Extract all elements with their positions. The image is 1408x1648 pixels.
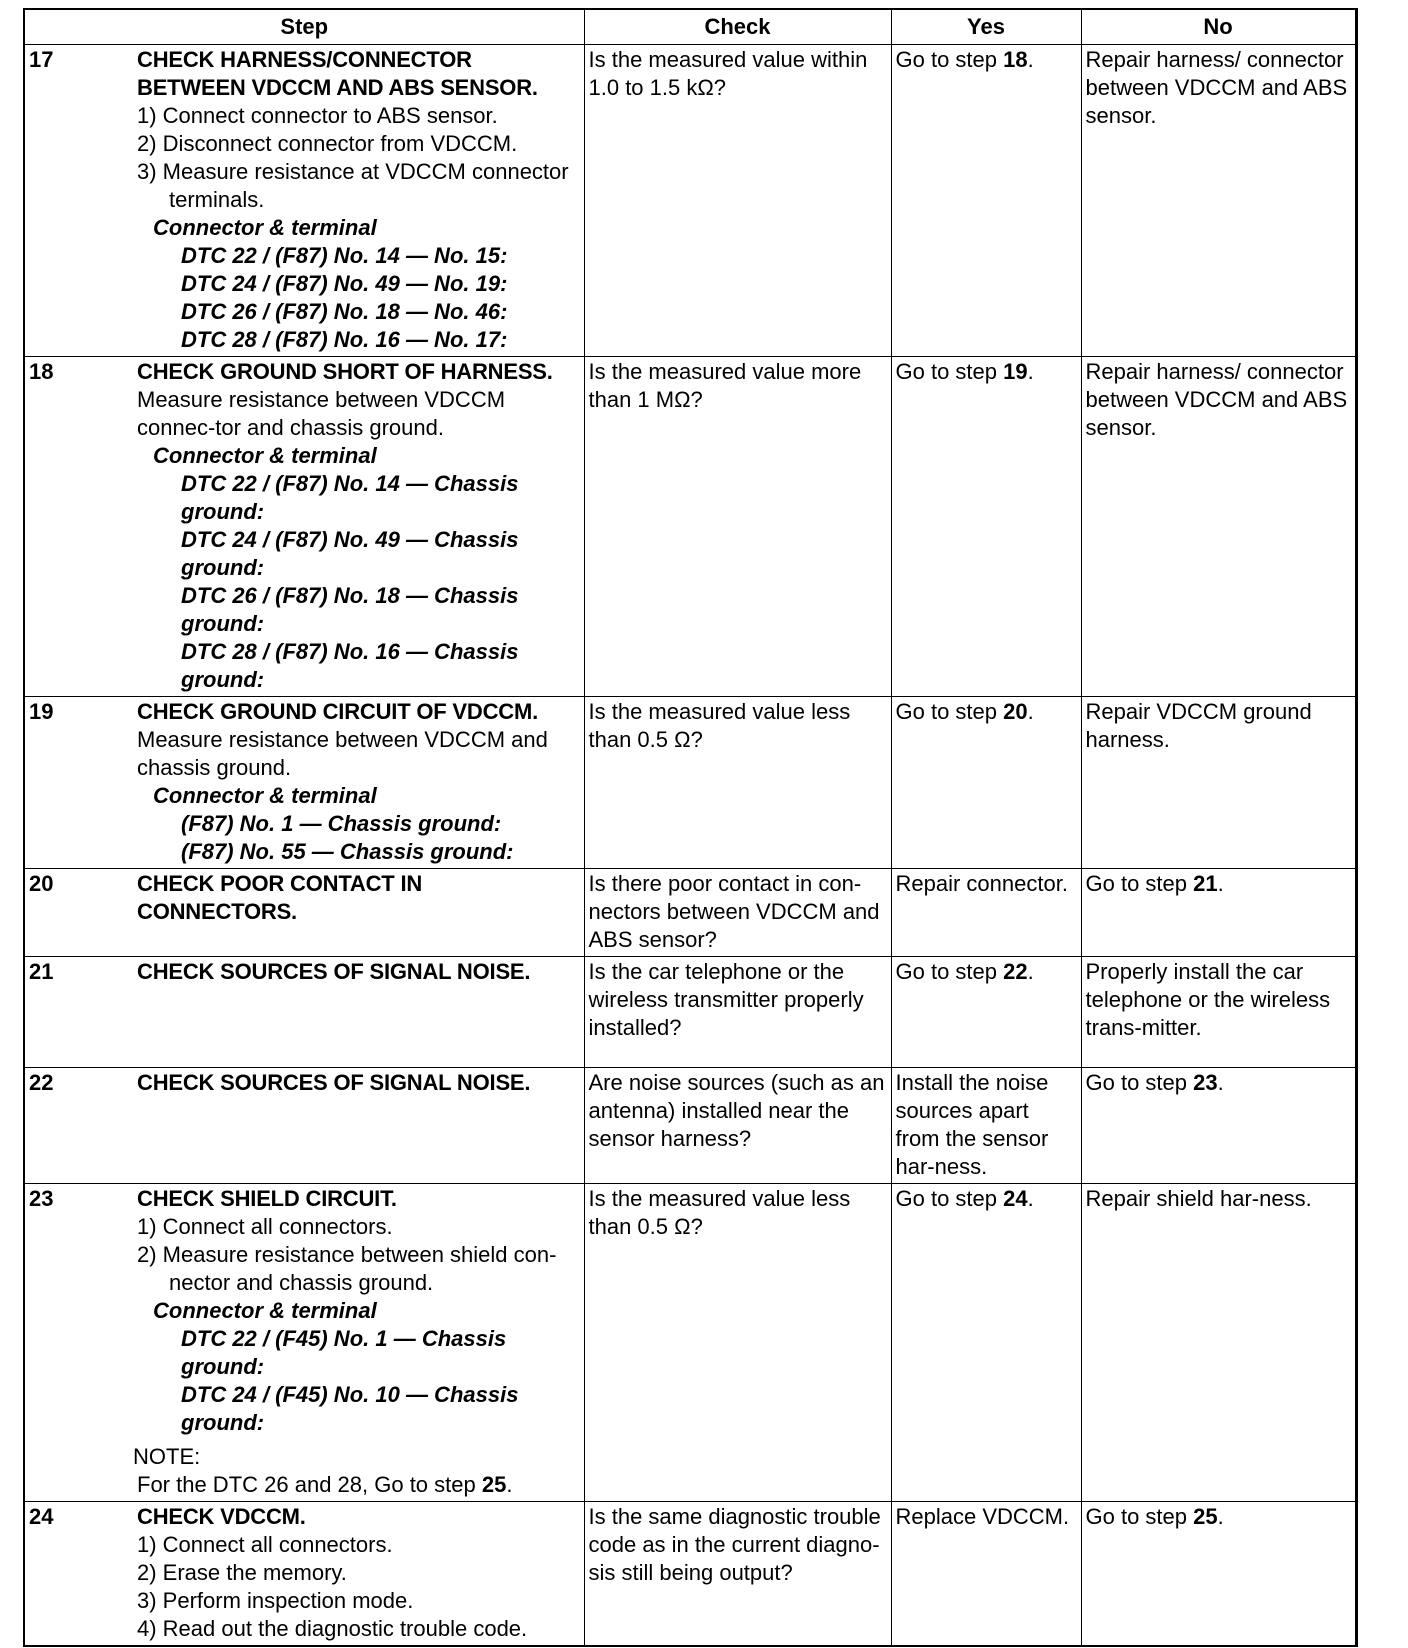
table-row xyxy=(24,957,1356,1068)
table-row xyxy=(24,357,1356,697)
no-cell: Go to step 21. xyxy=(1081,869,1356,957)
step-title: CHECK GROUND SHORT OF HARNESS. xyxy=(137,359,553,384)
step-body xyxy=(137,1503,580,1643)
step-cell xyxy=(24,1502,584,1647)
header-no: No xyxy=(1081,9,1356,45)
step-number: 20 xyxy=(29,871,54,896)
step-title: CHECK POOR CONTACT IN CONNECTORS. xyxy=(137,871,423,924)
no-cell: Repair harness/ connector between VDCCM and ABS sensor. xyxy=(1081,45,1356,357)
no-cell: Repair shield har-ness. xyxy=(1081,1184,1356,1502)
no-cell: Repair harness/ connector between VDCCM and ABS sensor. xyxy=(1081,357,1356,697)
diagnostic-table xyxy=(23,8,1358,1647)
connector-terminal-item: (F87) No. 55 — Chassis ground: xyxy=(181,839,514,864)
step-body xyxy=(137,46,580,354)
yes-cell: Go to step 20. xyxy=(891,697,1081,869)
connector-terminal-item: DTC 26 / (F87) No. 18 — Chassis ground: xyxy=(181,583,519,636)
header-step: Step xyxy=(24,9,584,45)
connector-terminal-heading: Connector & terminal xyxy=(153,215,377,240)
yes-cell: Install the noise sources apart from the sensor har-ness. xyxy=(891,1068,1081,1184)
yes-cell: Replace VDCCM. xyxy=(891,1502,1081,1647)
connector-terminal-item: DTC 22 / (F45) No. 1 — Chassis ground: xyxy=(181,1326,507,1379)
header-check: Check xyxy=(584,9,891,45)
connector-terminal-heading: Connector & terminal xyxy=(153,443,377,468)
no-cell: Repair VDCCM ground harness. xyxy=(1081,697,1356,869)
check-cell: Are noise sources (such as an antenna) installed near the sensor harness? xyxy=(584,1068,891,1184)
check-cell: Is the same diagnostic trouble code as in the current diagno-sis still being output? xyxy=(584,1502,891,1647)
connector-terminal-item: DTC 28 / (F87) No. 16 — No. 17: xyxy=(181,327,508,352)
step-title: CHECK HARNESS/CONNECTOR BETWEEN VDCCM AND ABS SENSOR. xyxy=(137,47,538,100)
table-row xyxy=(24,697,1356,869)
step-number: 19 xyxy=(29,699,54,724)
step-body xyxy=(137,1069,580,1097)
step-body xyxy=(137,870,580,926)
no-cell: Properly install the car telephone or the wireless trans-mitter. xyxy=(1081,957,1356,1068)
step-title: CHECK SOURCES OF SIGNAL NOISE. xyxy=(137,1070,531,1095)
table-header-row xyxy=(24,9,1356,45)
step-text: Measure resistance between VDCCM connec-tor and chassis ground. xyxy=(137,387,506,440)
check-cell: Is the measured value within 1.0 to 1.5 kΩ? xyxy=(584,45,891,357)
yes-cell: Go to step 22. xyxy=(891,957,1081,1068)
check-cell: Is the measured value less than 0.5 Ω? xyxy=(584,697,891,869)
connector-terminal-heading: Connector & terminal xyxy=(153,783,377,808)
connector-terminal-item: DTC 22 / (F87) No. 14 — Chassis ground: xyxy=(181,471,519,524)
step-cell xyxy=(24,1184,584,1502)
step-number: 24 xyxy=(29,1504,54,1529)
connector-terminal-item: (F87) No. 1 — Chassis ground: xyxy=(181,811,502,836)
check-cell: Is the measured value less than 0.5 Ω? xyxy=(584,1184,891,1502)
connector-terminal-item: DTC 22 / (F87) No. 14 — No. 15: xyxy=(181,243,508,268)
connector-terminal-item: DTC 26 / (F87) No. 18 — No. 46: xyxy=(181,299,508,324)
step-instruction: 1) Connect connector to ABS sensor. xyxy=(137,103,498,128)
connector-terminal-item: DTC 28 / (F87) No. 16 — Chassis ground: xyxy=(181,639,519,692)
table-row xyxy=(24,869,1356,957)
no-cell: Go to step 23. xyxy=(1081,1068,1356,1184)
step-cell xyxy=(24,1068,584,1184)
step-instruction: 3) Measure resistance at VDCCM connector terminals. xyxy=(137,159,569,212)
step-instruction: 2) Disconnect connector from VDCCM. xyxy=(137,131,518,156)
yes-cell: Go to step 24. xyxy=(891,1184,1081,1502)
step-cell xyxy=(24,869,584,957)
step-number: 17 xyxy=(29,47,54,72)
connector-terminal-item: DTC 24 / (F45) No. 10 — Chassis ground: xyxy=(181,1382,519,1435)
table-row xyxy=(24,1502,1356,1647)
yes-cell: Go to step 19. xyxy=(891,357,1081,697)
note-text: For the DTC 26 and 28, Go to step 25. xyxy=(137,1472,513,1497)
step-number: 22 xyxy=(29,1070,54,1095)
step-title: CHECK GROUND CIRCUIT OF VDCCM. xyxy=(137,699,538,724)
step-body xyxy=(137,698,580,866)
table-row xyxy=(24,1184,1356,1502)
step-instruction: 1) Connect all connectors. xyxy=(137,1532,393,1557)
connector-terminal-item: DTC 24 / (F87) No. 49 — Chassis ground: xyxy=(181,527,519,580)
step-instruction: 2) Erase the memory. xyxy=(137,1560,347,1585)
no-cell: Go to step 25. xyxy=(1081,1502,1356,1647)
step-text: Measure resistance between VDCCM and chassis ground. xyxy=(137,727,548,780)
step-cell xyxy=(24,957,584,1068)
yes-cell: Repair connector. xyxy=(891,869,1081,957)
connector-terminal-heading: Connector & terminal xyxy=(153,1298,377,1323)
connector-terminal-item: DTC 24 / (F87) No. 49 — No. 19: xyxy=(181,271,508,296)
step-title: CHECK SHIELD CIRCUIT. xyxy=(137,1186,397,1211)
table-row xyxy=(24,1068,1356,1184)
note-heading: NOTE: xyxy=(133,1444,201,1469)
step-body xyxy=(137,958,580,986)
check-cell: Is there poor contact in con-nectors between VDCCM and ABS sensor? xyxy=(584,869,891,957)
step-number: 18 xyxy=(29,359,54,384)
step-title: CHECK VDCCM. xyxy=(137,1504,306,1529)
step-number: 23 xyxy=(29,1186,54,1211)
step-instruction: 2) Measure resistance between shield con-nector and chassis ground. xyxy=(137,1242,557,1295)
step-instruction: 4) Read out the diagnostic trouble code. xyxy=(137,1616,528,1641)
header-yes: Yes xyxy=(891,9,1081,45)
yes-cell: Go to step 18. xyxy=(891,45,1081,357)
step-cell xyxy=(24,357,584,697)
check-cell: Is the measured value more than 1 MΩ? xyxy=(584,357,891,697)
check-cell: Is the car telephone or the wireless transmitter properly installed? xyxy=(584,957,891,1068)
step-title: CHECK SOURCES OF SIGNAL NOISE. xyxy=(137,959,531,984)
step-body xyxy=(133,1185,580,1499)
step-cell xyxy=(24,45,584,357)
step-instruction: 3) Perform inspection mode. xyxy=(137,1588,414,1613)
table-row xyxy=(24,45,1356,357)
step-cell xyxy=(24,697,584,869)
step-body xyxy=(137,358,580,694)
step-instruction: 1) Connect all connectors. xyxy=(137,1214,393,1239)
table-body xyxy=(24,45,1356,1647)
step-number: 21 xyxy=(29,959,54,984)
